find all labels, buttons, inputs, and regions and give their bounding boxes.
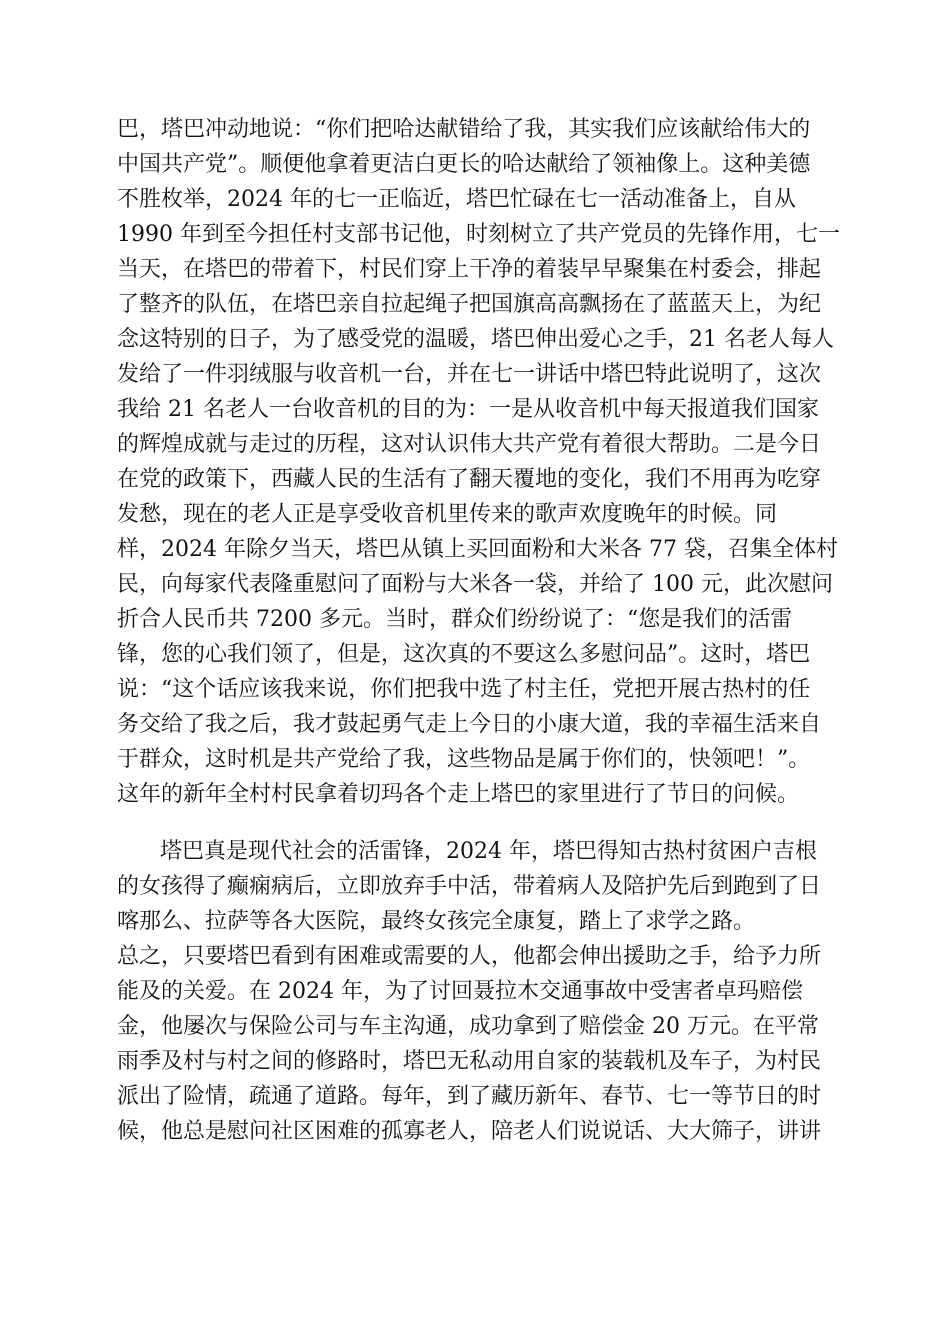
text-line: 说：“这个话应该我来说，你们把我中选了村主任，党把开展古热村的任 [117, 677, 811, 702]
text-line: 中国共产党”。顺便他拿着更洁白更长的哈达献给了领袖像上。这种美德 [117, 152, 811, 177]
text-line: 雨季及村与村之间的修路时，塔巴无私动用自家的装载机及车子，为村民 [117, 1049, 822, 1074]
text-line: 我给 21 名老人一台收音机的目的为：一是从收音机中每天报道我们国家 [117, 397, 819, 422]
text-line: 的辉煌成就与走过的历程，这对认识伟大共产党有着很大帮助。二是今日 [117, 432, 822, 457]
text-line: 总之，只要塔巴看到有困难或需要的人，他都会伸出援助之手，给予力所 [117, 944, 822, 969]
text-line: 塔巴真是现代社会的活雷锋，2024 年，塔巴得知古热村贫困户吉根 [160, 839, 817, 864]
text-line: 的女孩得了癫痫病后，立即放弃手中活，带着病人及陪护先后到跑到了日 [117, 874, 822, 899]
text-line: 当天，在塔巴的带着下，村民们穿上干净的着装早早聚集在村委会，排起 [117, 257, 822, 282]
text-line: 喀那么、拉萨等各大医院，最终女孩完全康复，踏上了求学之路。 [117, 909, 756, 934]
text-line: 了整齐的队伍，在塔巴亲自拉起绳子把国旗高高飘扬在了蓝蓝天上，为纪 [117, 292, 822, 317]
text-line: 金，他屡次与保险公司与车主沟通，成功拿到了赔偿金 20 万元。在平常 [117, 1014, 819, 1039]
text-line: 不胜枚举，2024 年的七一正临近，塔巴忙碌在七一活动准备上，自从 [117, 187, 796, 212]
text-line: 派出了险情，疏通了道路。每年，到了藏历新年、春节、七一等节日的时 [117, 1084, 822, 1109]
text-line: 样，2024 年除夕当天，塔巴从镇上买回面粉和大米各 77 袋，召集全体村 [117, 537, 838, 562]
text-line: 1990 年到至今担任村支部书记他，时刻树立了共产党员的先锋作用，七一 [117, 222, 840, 247]
text-line: 于群众，这时机是共产党给了我，这些物品是属于你们的，快领吧！”。 [117, 747, 811, 772]
text-line: 这年的新年全村村民拿着切玛各个走上塔巴的家里进行了节日的问候。 [117, 782, 800, 807]
text-line: 巴，塔巴冲动地说：“你们把哈达献错给了我，其实我们应该献给伟大的 [117, 117, 811, 142]
text-line: 发给了一件羽绒服与收音机一台，并在七一讲话中塔巴特此说明了，这次 [117, 362, 822, 387]
text-line: 在党的政策下，西藏人民的生活有了翻天覆地的变化，我们不用再为吃穿 [117, 467, 822, 492]
text-line: 锋，您的心我们领了，但是，这次真的不要这么多慰问品”。这时，塔巴 [117, 642, 811, 667]
text-line: 候，他总是慰问社区困难的孤寡老人，陪老人们说说话、大大筛子，讲讲 [117, 1119, 822, 1144]
text-line: 务交给了我之后，我才鼓起勇气走上今日的小康大道，我的幸福生活来自 [117, 712, 822, 737]
text-line: 念这特别的日子，为了感受党的温暖，塔巴伸出爱心之手，21 名老人每人 [117, 327, 834, 352]
text-line: 民，向每家代表隆重慰问了面粉与大米各一袋，并给了 100 元，此次慰问 [117, 572, 833, 597]
text-line: 发愁，现在的老人正是享受收音机里传来的歌声欢度晚年的时候。同 [117, 502, 778, 527]
text-line: 折合人民币共 7200 多元。当时，群众们纷纷说了：“您是我们的活雷 [117, 607, 793, 632]
text-line: 能及的关爱。在 2024 年，为了讨回聂拉木交通事故中受害者卓玛赔偿 [117, 979, 803, 1004]
